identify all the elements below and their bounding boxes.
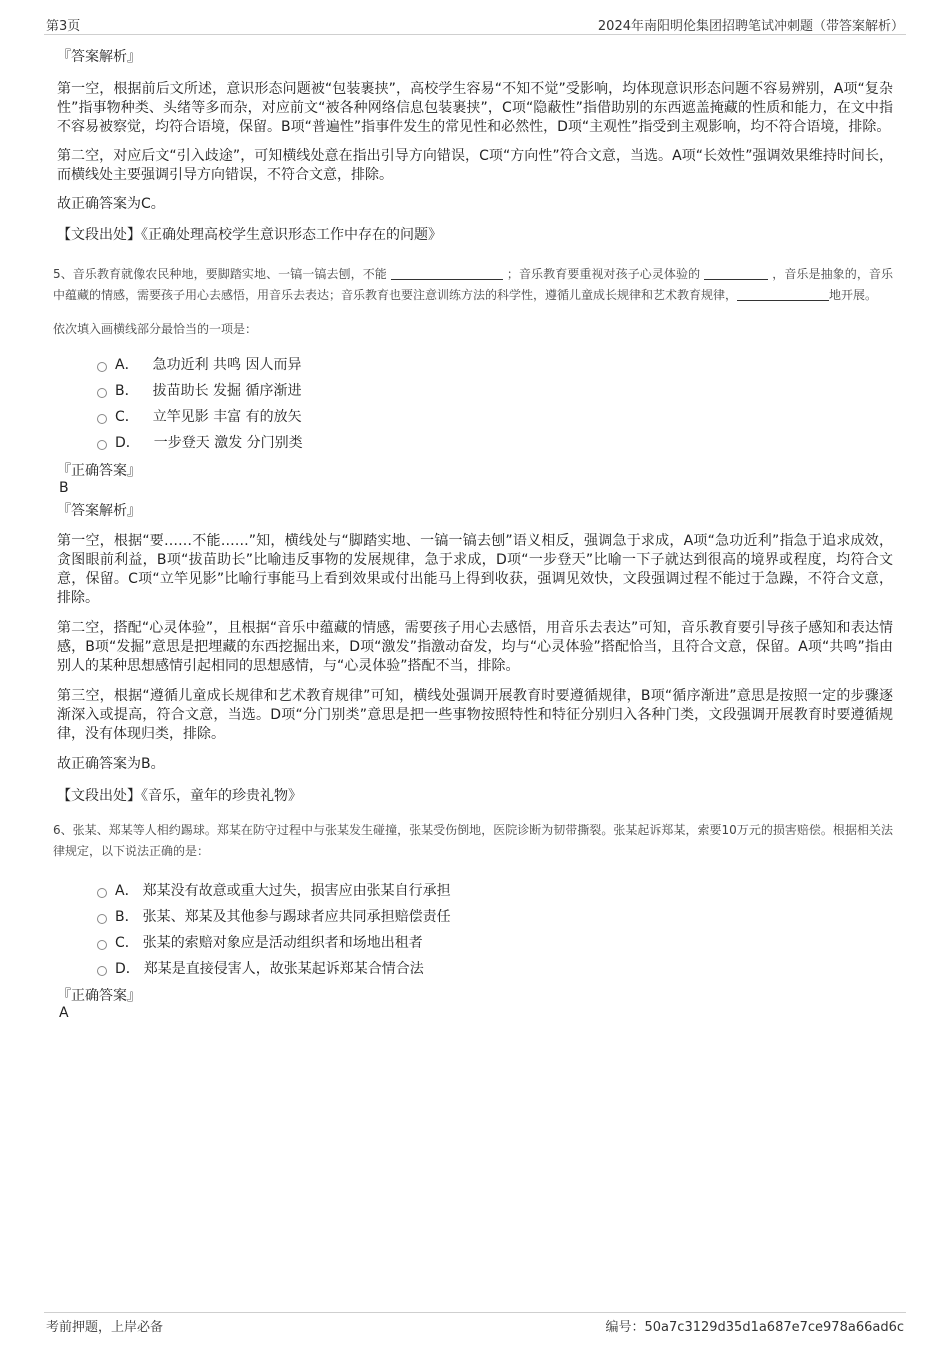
radio-icon[interactable] [97,414,107,424]
q6-option-d[interactable]: D． 郑某是直接侵害人，故张某起诉郑某合情合法 [97,956,893,982]
q5-analysis-label: 『答案解析』 [57,503,141,519]
q5-blank-2 [704,267,768,280]
q4-analysis-label: 『答案解析』 [57,49,141,65]
document-id: 编号：50a7c3129d35d1a687e7ce978a66ad6c [605,1320,904,1335]
radio-icon[interactable] [97,940,107,950]
footer-slogan: 考前押题，上岸必备 [46,1320,164,1335]
page-header [44,14,906,35]
page-content [53,48,893,1022]
q6-answer: A [59,1005,69,1021]
q5-answer-summary: 故正确答案为B。 [57,756,165,772]
page-number: 第3页 [46,19,81,34]
q5-stem-part1: 5、音乐教育就像农民种地，要脚踏实地、一镐一镐去刨，不能 [53,267,387,281]
radio-icon[interactable] [97,440,107,450]
q5-instruction: 依次填入画横线部分最恰当的一项是： [53,322,258,336]
radio-icon[interactable] [97,966,107,976]
q6-option-b[interactable]: B． 张某、郑某及其他参与踢球者应共同承担赔偿责任 [97,904,893,930]
q5-answer: B [59,480,69,496]
q5-options [57,352,893,456]
q5-option-a[interactable]: A． 急功近利 共鸣 因人而异 [97,352,893,378]
q5-source: 【文段出处】《音乐，童年的珍贵礼物》 [57,788,302,804]
q4-answer-summary: 故正确答案为C。 [57,196,165,212]
q5-stem-part3: ，音乐是抽象的，音乐中蕴藏的情感，需要孩子用心去感悟，用音乐去表达；音乐教育也要注意训练方法的科学性，遵循儿童成长规律和艺术教育规律， [53,267,893,302]
q4-source: 【文段出处】《正确处理高校学生意识形态工作中存在的问题》 [57,227,442,243]
q5-option-c[interactable]: C． 立竿见影 丰富 有的放矢 [97,404,893,430]
q5-option-b[interactable]: B． 拔苗助长 发掘 循序渐进 [97,378,893,404]
q5-stem [53,264,893,306]
q5-analysis-p2: 第二空，搭配“心灵体验”，且根据“音乐中蕴藏的情感，需要孩子用心去感悟，用音乐去表达”可知，音乐教育要引导孩子感知和表达情感，B项“发掘”意思是把埋藏的东西挖掘出来，D项“激发”指激动奋发，均与“心灵体验”搭配恰当，且符合文意，保留。A项“共鸣”指由别人的某种思想感情引起相同的思想感情，与“心灵体验”搭配不当，排除。 [57,620,893,674]
radio-icon[interactable] [97,362,107,372]
q6-option-a[interactable]: A． 郑某没有故意或重大过失，损害应由张某自行承担 [97,878,893,904]
radio-icon[interactable] [97,914,107,924]
q5-analysis-p3: 第三空，根据“遵循儿童成长规律和艺术教育规律”可知，横线处强调开展教育时要遵循规律，B项“循序渐进”意思是按照一定的步骤逐渐深入或提高，符合文意，当选。D项“分门别类”意思是把一些事物按照特性和特征分别归入各种门类，文段强调开展教育时要遵循规律，没有体现归类，排除。 [57,688,893,742]
q5-blank-3 [737,288,829,301]
document-title: 2024年南阳明伦集团招聘笔试冲刺题（带答案解析） [597,19,904,34]
radio-icon[interactable] [97,888,107,898]
q5-stem-part2: ；音乐教育要重视对孩子心灵体验的 [506,267,701,281]
q4-analysis-p2: 第二空，对应后文“引入歧途”，可知横线处意在指出引导方向错误，C项“方向性”符合文意，当选。A项“长效性”强调效果维持时间长，而横线处主要强调引导方向错误，不符合文意，排除。 [57,148,893,183]
q4-analysis-p1: 第一空，根据前后文所述，意识形态问题被“包装裹挟”，高校学生容易“不知不觉”受影响，均体现意识形态问题不容易辨别，A项“复杂性”指事物种类、头绪等多而杂，对应前文“被各种网络信息包装裹挟”，C项“隐蔽性”指借助别的东西遮盖掩藏的性质和能力，在文中指不容易被察觉，均符合语境，保留。B项“普遍性”指事件发生的常见性和必然性，D项“主观性”指受到主观影响，均不符合语境，排除。 [57,81,893,135]
q6-stem: 6、张某、郑某等人相约踢球。郑某在防守过程中与张某发生碰撞，张某受伤倒地，医院诊断为韧带撕裂。张某起诉郑某，索要10万元的损害赔偿。根据相关法律规定，以下说法正确的是： [53,823,893,858]
q5-stem-part4: 地开展。 [829,288,878,302]
q5-answer-label: 『正确答案』 [57,463,141,479]
q6-options [57,878,893,982]
q6-answer-label: 『正确答案』 [57,988,141,1004]
page-footer [44,1312,906,1335]
q5-analysis-p1: 第一空，根据“要……不能……”知，横线处与“脚踏实地、一镐一镐去刨”语义相反，强调急于求成，A项“急功近利”指急于追求成效，贪图眼前利益，B项“拔苗助长”比喻违反事物的发展规律，急于求成，D项“一步登天”比喻一下子就达到很高的境界或程度，均符合文意，保留。C项“立竿见影”比喻行事能马上看到效果或付出能马上得到收获，强调见效快，文段强调过程不能过于急躁，不符合文意，排除。 [57,533,893,606]
q5-blank-1 [391,267,503,280]
q5-option-d[interactable]: D． 一步登天 激发 分门别类 [97,430,893,456]
q6-option-c[interactable]: C． 张某的索赔对象应是活动组织者和场地出租者 [97,930,893,956]
radio-icon[interactable] [97,388,107,398]
